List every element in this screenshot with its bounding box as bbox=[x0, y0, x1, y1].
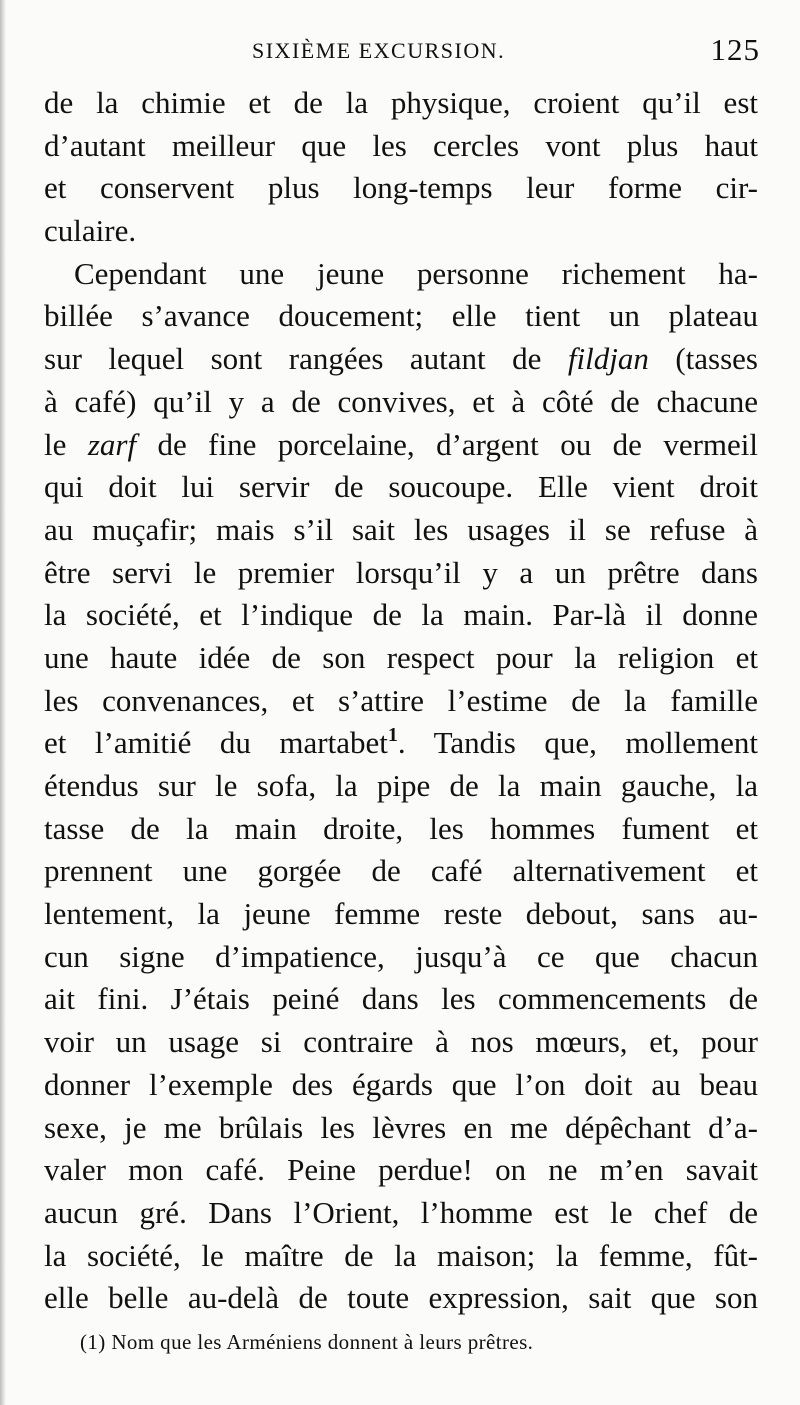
text-line: le zarf de fine porcelaine, d’argent ou de vermeil bbox=[44, 426, 758, 462]
text-line: de la chimie et de la physique, croient qu’il est bbox=[44, 85, 758, 120]
text-line: qui doit lui servir de soucoupe. Elle vient droit bbox=[44, 469, 758, 505]
text-line: sur lequel sont rangées autant de fildjan (tasses bbox=[44, 341, 758, 377]
page-number: 125 bbox=[710, 32, 760, 67]
running-head: SIXIÈME EXCURSION. bbox=[252, 38, 506, 63]
text-line: aucun gré. Dans l’Orient, l’homme est le chef de bbox=[44, 1194, 758, 1230]
text-line: d’autant meilleur que les cercles vont plus haut bbox=[44, 127, 758, 163]
text-line: cun signe d’impatience, jusqu’à ce que chacun bbox=[44, 938, 758, 974]
text-line: donner l’exemple des égards que l’on doit au beau bbox=[44, 1066, 758, 1102]
text-line: culaire. bbox=[44, 213, 137, 249]
text-line: tasse de la main droite, les hommes fument et bbox=[44, 810, 758, 846]
italic-term-zarf: zarf bbox=[87, 426, 137, 462]
body-text bbox=[44, 82, 758, 1320]
paragraph-first-line: Cependant une jeune personne richement ha- bbox=[74, 255, 758, 291]
text-line: valer mon café. Peine perdue! on ne m’en savait bbox=[44, 1152, 758, 1188]
text-line: ait fini. J’étais peiné dans les commencements de bbox=[44, 981, 758, 1017]
text-line: la société, et l’indique de la main. Par-là il donne bbox=[44, 597, 758, 633]
text-line: prennent une gorgée de café alternativement et bbox=[44, 853, 758, 889]
text-line: étendus sur le sofa, la pipe de la main gauche, la bbox=[44, 768, 758, 803]
text-line: billée s’avance doucement; elle tient un plateau bbox=[44, 298, 758, 334]
footnote: (1) Nom que les Arméniens donnent à leurs prêtres. bbox=[80, 1330, 534, 1354]
text-line: lentement, la jeune femme reste debout, sans au- bbox=[44, 896, 758, 932]
text-line: voir un usage si contraire à nos mœurs, et, pour bbox=[44, 1024, 758, 1060]
italic-term-fildjan: fildjan bbox=[567, 341, 649, 377]
text-line: une haute idée de son respect pour la religion et bbox=[44, 639, 758, 675]
text-line: être servi le premier lorsqu’il y a un prêtre dans bbox=[44, 554, 758, 590]
text-line: les convenances, et s’attire l’estime de la famille bbox=[44, 682, 758, 718]
text-line: et conservent plus long-temps leur forme cir- bbox=[44, 170, 758, 206]
footnote-reference: 1 bbox=[387, 724, 398, 747]
text-line: sexe, je me brûlais les lèvres en me dépêchant d’a- bbox=[44, 1109, 758, 1145]
page-edge-shadow bbox=[0, 0, 6, 1405]
page-header bbox=[44, 30, 764, 80]
text-line: elle belle au-delà de toute expression, sait que son bbox=[44, 1280, 758, 1316]
text-line: et l’amitié du martabet$^1$. Tandis que, mollement bbox=[44, 724, 758, 761]
text-line: à café) qu’il y a de convives, et à côté de chacune bbox=[44, 383, 758, 419]
text-line: la société, le maître de la maison; la femme, fût- bbox=[44, 1237, 758, 1273]
text-line: au muçafir; mais s’il sait les usages il se refuse à bbox=[44, 511, 758, 547]
